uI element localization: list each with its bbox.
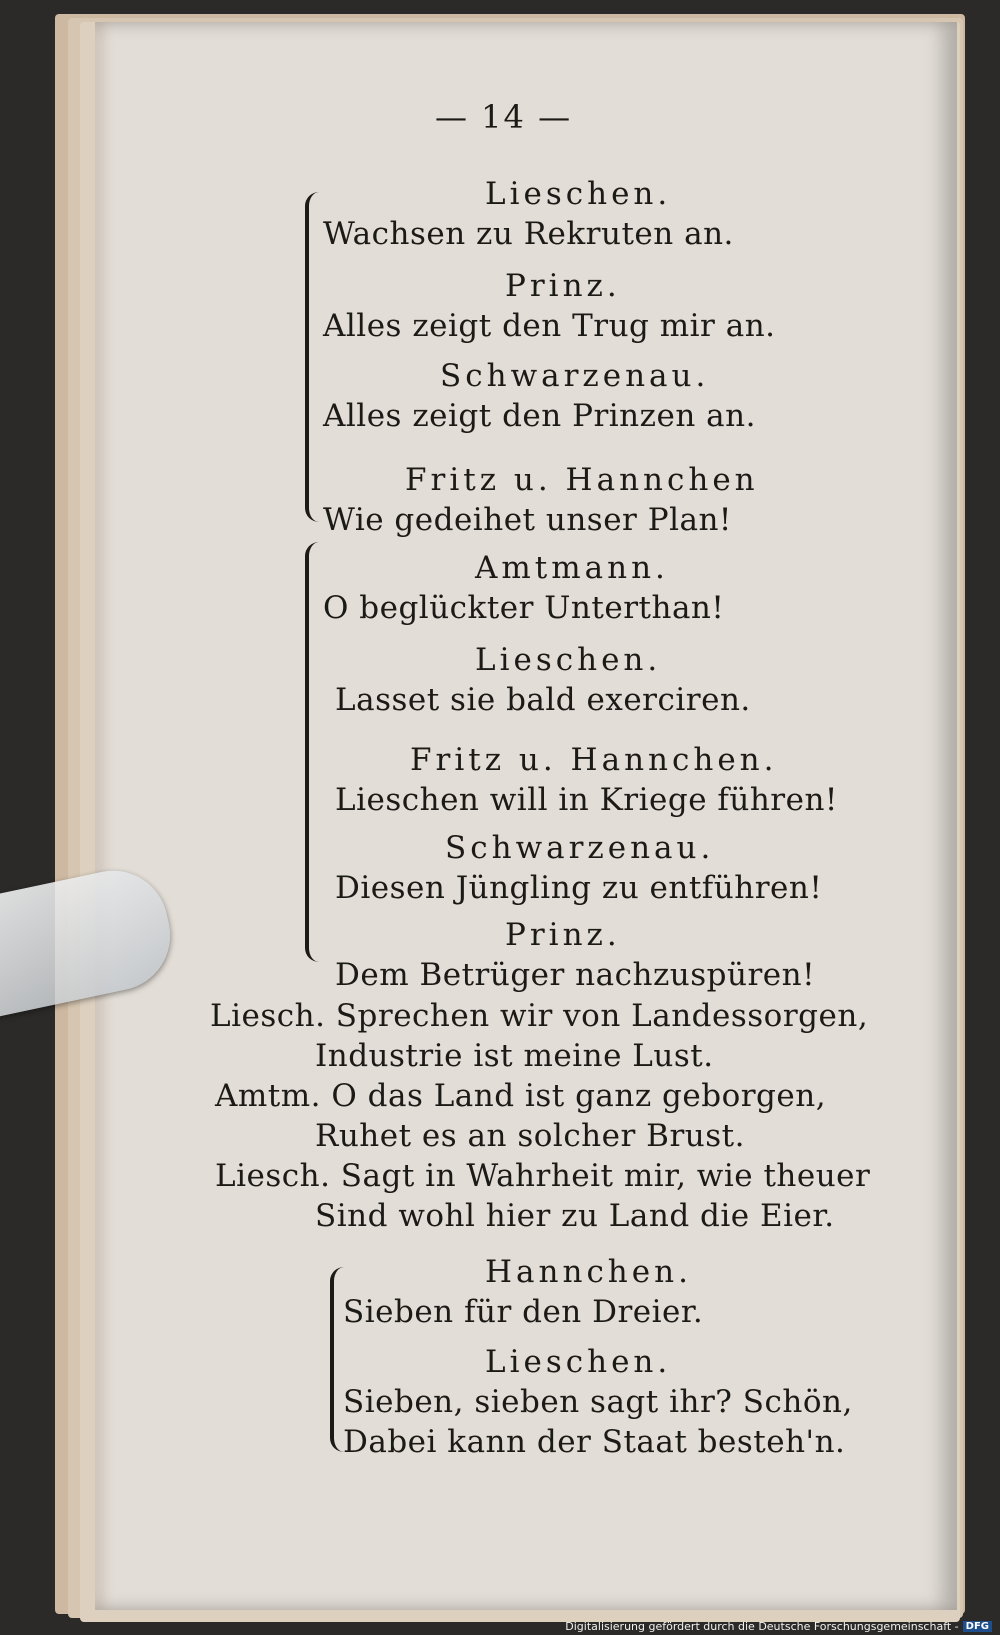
verse-line: Sieben für den Dreier. [343, 1294, 704, 1330]
page-number: — 14 — [435, 98, 573, 136]
speaker-line: Hannchen. [485, 1254, 692, 1290]
verse-line: Lieschen will in Kriege führen! [335, 782, 838, 818]
speaker-line: Prinz. [505, 268, 621, 304]
bracket-upper [305, 192, 319, 522]
verse-line: Wachsen zu Rekruten an. [323, 216, 734, 252]
verse-line: Liesch. Sprechen wir von Landessorgen, [210, 998, 869, 1034]
verse-line: Sieben, sieben sagt ihr? Schön, [343, 1384, 853, 1420]
verse-line: Alles zeigt den Prinzen an. [323, 398, 756, 434]
verse-line: Dem Betrüger nachzuspüren! [335, 957, 816, 993]
speaker-line: Schwarzenau. [445, 830, 715, 866]
verse-line: Diesen Jüngling zu entführen! [335, 870, 823, 906]
verse-line: O beglückter Unterthan! [323, 590, 725, 626]
speaker-line: Schwarzenau. [440, 358, 710, 394]
speaker-line: Fritz u. Hannchen [405, 462, 759, 498]
speaker-line: Fritz u. Hannchen. [410, 742, 778, 778]
digitization-footer [565, 1620, 992, 1633]
speaker-line: Lieschen. [475, 642, 662, 678]
bracket-bottom [330, 1267, 344, 1452]
verse-line: Wie gedeihet unser Plan! [323, 502, 732, 538]
verse-line: Alles zeigt den Trug mir an. [323, 308, 776, 344]
footer-text: Digitalisierung gefördert durch die Deutsche Forschungsgemeinschaft - [565, 1620, 959, 1633]
bracket-lower [305, 542, 319, 962]
verse-line: Sind wohl hier zu Land die Eier. [315, 1198, 835, 1234]
verse-line: Ruhet es an solcher Brust. [315, 1118, 745, 1154]
book-page [95, 22, 957, 1610]
speaker-line: Lieschen. [485, 176, 672, 212]
verse-line: Liesch. Sagt in Wahrheit mir, wie theuer [215, 1158, 871, 1194]
speaker-line: Amtmann. [475, 550, 669, 586]
verse-line: Lasset sie bald exerciren. [335, 682, 751, 718]
verse-line: Dabei kann der Staat besteh'n. [343, 1424, 846, 1460]
speaker-line: Lieschen. [485, 1344, 672, 1380]
dfg-logo: DFG [963, 1621, 992, 1632]
verse-line: Industrie ist meine Lust. [315, 1038, 714, 1074]
verse-line: Amtm. O das Land ist ganz geborgen, [215, 1078, 827, 1114]
speaker-line: Prinz. [505, 917, 621, 953]
